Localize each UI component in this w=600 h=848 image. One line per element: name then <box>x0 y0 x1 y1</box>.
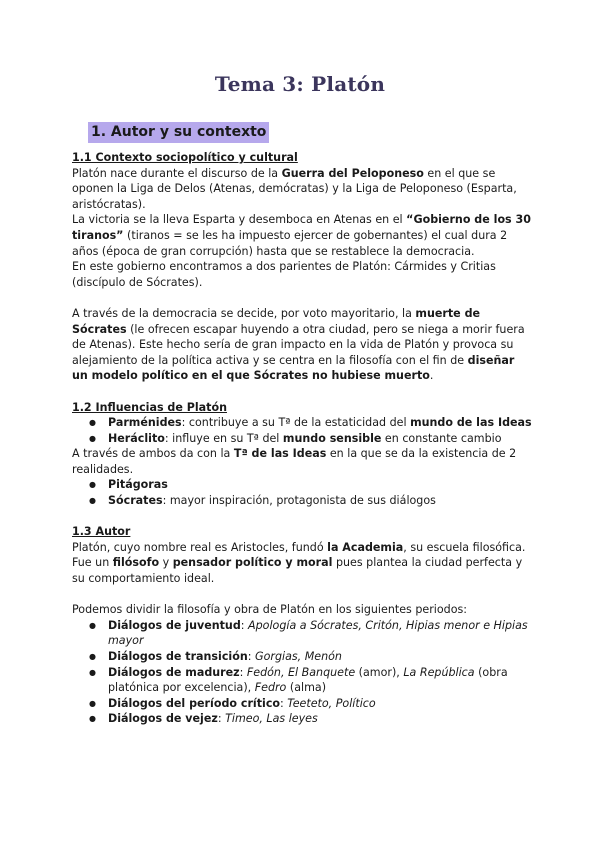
periods-list <box>72 618 532 727</box>
influences-list <box>72 415 532 446</box>
subsection-heading-contexto: 1.1 Contexto sociopolítico y cultural <box>72 151 298 164</box>
paragraph-muerte-socrates: A través de la democracia se decide, por voto mayoritario, la muerte de Sócrates (le ofrecen escapar huyendo a otra ciudad, pero se niega a morir fuera de Atenas). Este hecho sería de gran impacto en la vida de Platón y provoca su alejamiento de la política activa y se centra en la filosofía con el fin de diseñar un modelo político en el que Sócrates no hubiese muerto. <box>72 306 525 383</box>
list-item: ● Diálogos de juventud: Apología a Sócrates, Critón, Hipias menor e Hipias mayor <box>72 618 532 649</box>
paragraph-parientes: En este gobierno encontramos a dos parientes de Platón: Cármides y Critias (discípulo de Sócrates). <box>72 260 496 289</box>
paragraph-teoria-ideas: A través de ambos da con la Tª de las Ideas en la que se da la existencia de 2 realidades. <box>72 447 517 476</box>
paragraph-filosofo: Fue un filósofo y pensador político y moral pues plantea la ciudad perfecta y su comportamiento ideal. <box>72 556 523 586</box>
list-item: ● Parménides: contribuye a su Tª de la estaticidad del mundo de las Ideas <box>72 415 532 431</box>
document-body <box>72 150 532 727</box>
subsection-heading-autor: 1.3 Autor <box>72 525 131 539</box>
influences-list-2 <box>72 477 532 508</box>
list-item: ● Pitágoras <box>72 477 532 493</box>
page-title: Tema 3: Platón <box>214 72 386 96</box>
paragraph-academia: Platón, cuyo nombre real es Aristocles, fundó la Academia, su escuela filosófica. <box>72 540 526 554</box>
list-item: ● Diálogos de transición: Gorgias, Menón <box>72 649 532 665</box>
list-item: ● Diálogos de madurez: Fedón, El Banquete (amor), La República (obra platónica por excelencia), Fedro (alma) <box>72 665 532 696</box>
list-item: ● Heráclito: influye en su Tª del mundo sensible en constante cambio <box>72 431 532 447</box>
list-item: ● Diálogos de vejez: Timeo, Las leyes <box>72 711 532 727</box>
paragraph-peloponeso: Platón nace durante el discurso de la Guerra del Peloponeso en el que se oponen la Liga de Delos (Atenas, demócratas) y la Liga de Peloponeso (Esparta, aristócratas). <box>72 166 517 211</box>
section-heading-autor-contexto: 1. Autor y su contexto <box>88 122 269 143</box>
list-item: ● Sócrates: mayor inspiración, protagonista de sus diálogos <box>72 493 532 509</box>
subsection-heading-influencias: 1.2 Influencias de Platón <box>72 400 227 414</box>
paragraph-periodos: Podemos dividir la filosofía y obra de Platón en los siguientes periodos: <box>72 603 467 617</box>
list-item: ● Diálogos del período crítico: Teeteto, Político <box>72 696 532 712</box>
paragraph-treinta-tiranos: La victoria se la lleva Esparta y desemboca en Atenas en el “Gobierno de los 30 tiranos” (tiranos = se les ha impuesto ejercer de gobernantes) el cual dura 2 años (época de gran corrupción) hasta que se restablece la democracia. <box>72 213 531 258</box>
